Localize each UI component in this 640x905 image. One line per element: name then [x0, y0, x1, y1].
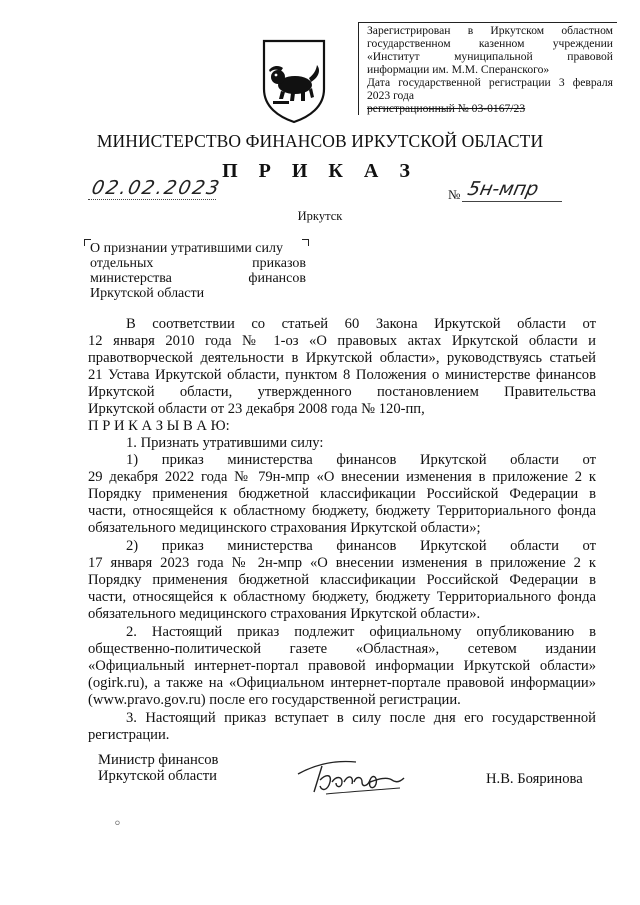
registration-number: регистрационный № 03-0167/23	[367, 102, 526, 115]
registration-line: Дата государственной регистрации 3 февраля	[367, 76, 613, 89]
body-line: части, относящейся к областному бюджету, бюджету Территориального фонда	[88, 503, 596, 519]
ministry-name: МИНИСТЕРСТВО ФИНАНСОВ ИРКУТСКОЙ ОБЛАСТИ	[96, 131, 544, 151]
order-word: П Р И К А З Ы В А Ю:	[88, 418, 230, 434]
coat-of-arms-icon	[259, 37, 329, 124]
registration-line: «Институт муниципальной правовой	[367, 50, 613, 63]
body-line: Порядку применения бюджетной классификации Российской Федерации в	[88, 572, 596, 588]
signer-position-line: Министр финансов	[98, 752, 219, 768]
body-line: регистрации.	[88, 727, 170, 743]
body-line: 29 декабря 2022 года № 79н-мпр «О внесении изменения в приложение 2 к	[88, 469, 596, 485]
body-line: 2) приказ министерства финансов Иркутской области от	[126, 538, 596, 554]
handwritten-signature-icon	[296, 752, 408, 798]
document-number: 5н-мпр	[465, 178, 541, 200]
body-line: обязательного медицинского страхования Иркутской области».	[88, 606, 481, 622]
body-line: Иркутской области от 23 декабря 2008 года № 120-пп,	[88, 401, 425, 417]
body-line: 2. Настоящий приказ подлежит официальному опубликованию в	[126, 624, 596, 640]
body-line: части, относящейся к областному бюджету, бюджету Территориального фонда	[88, 589, 596, 605]
body-line: 12 января 2010 года № 1-оз «О правовых актах Иркутской области и	[88, 333, 596, 349]
body-line: обязательного медицинского страхования Иркутской области»;	[88, 520, 481, 536]
body-line: (www.pravo.gov.ru) после его государственной регистрации.	[88, 692, 461, 708]
body-line: общественно-политической газете «Областная», сетевом издании	[88, 641, 596, 657]
subject-line: министерства финансов	[90, 271, 306, 286]
registration-line: Зарегистрирован в Иркутском областном	[367, 24, 613, 37]
city: Иркутск	[297, 209, 343, 223]
document-title: П Р И К А З	[222, 160, 418, 182]
registration-line: 2023 года	[367, 89, 415, 102]
date-underline	[88, 199, 216, 200]
body-line: 1) приказ министерства финансов Иркутской области от	[126, 452, 596, 468]
subject-line: отдельных приказов	[90, 256, 306, 271]
body-line: 3. Настоящий приказ вступает в силу после дня его государственной	[126, 710, 596, 726]
body-line: Иркутской области, утвержденного постановлением Правительства	[88, 384, 596, 400]
body-line: 17 января 2023 года № 2н-мпр «О внесении изменения в приложение 2 к	[88, 555, 596, 571]
document-date: 02.02.2023	[89, 177, 224, 199]
number-label: №	[448, 187, 461, 202]
signer-position-line: Иркутской области	[98, 768, 217, 784]
subject-line: Иркутской области	[90, 286, 205, 301]
subject-line: О признании утратившими силу	[90, 241, 283, 256]
registration-line: государственном казенном учреждении	[367, 37, 613, 50]
registration-line: информации им. М.М. Сперанского»	[367, 63, 550, 76]
body-line: В соответствии со статьей 60 Закона Иркутской области от	[126, 316, 596, 332]
signer-name: Н.В. Бояринова	[486, 771, 583, 787]
body-line: 21 Устава Иркутской области, пунктом 8 Положения о министерстве финансов	[88, 367, 596, 383]
scan-mark-icon: ⸰	[114, 816, 121, 830]
body-line: 1. Признать утратившими силу:	[126, 435, 324, 451]
registration-stamp	[358, 22, 617, 115]
body-line: «Официальный интернет-портал правовой информации Иркутской области»	[88, 658, 596, 674]
body-line: (ogirk.ru), а также на «Официальном интернет-портале правовой информации»	[88, 675, 596, 691]
number-underline	[462, 201, 562, 202]
body-line: правотворческой деятельности в Иркутской области», руководствуясь статьей	[88, 350, 596, 366]
body-line: Порядку применения бюджетной классификации Российской Федерации в	[88, 486, 596, 502]
